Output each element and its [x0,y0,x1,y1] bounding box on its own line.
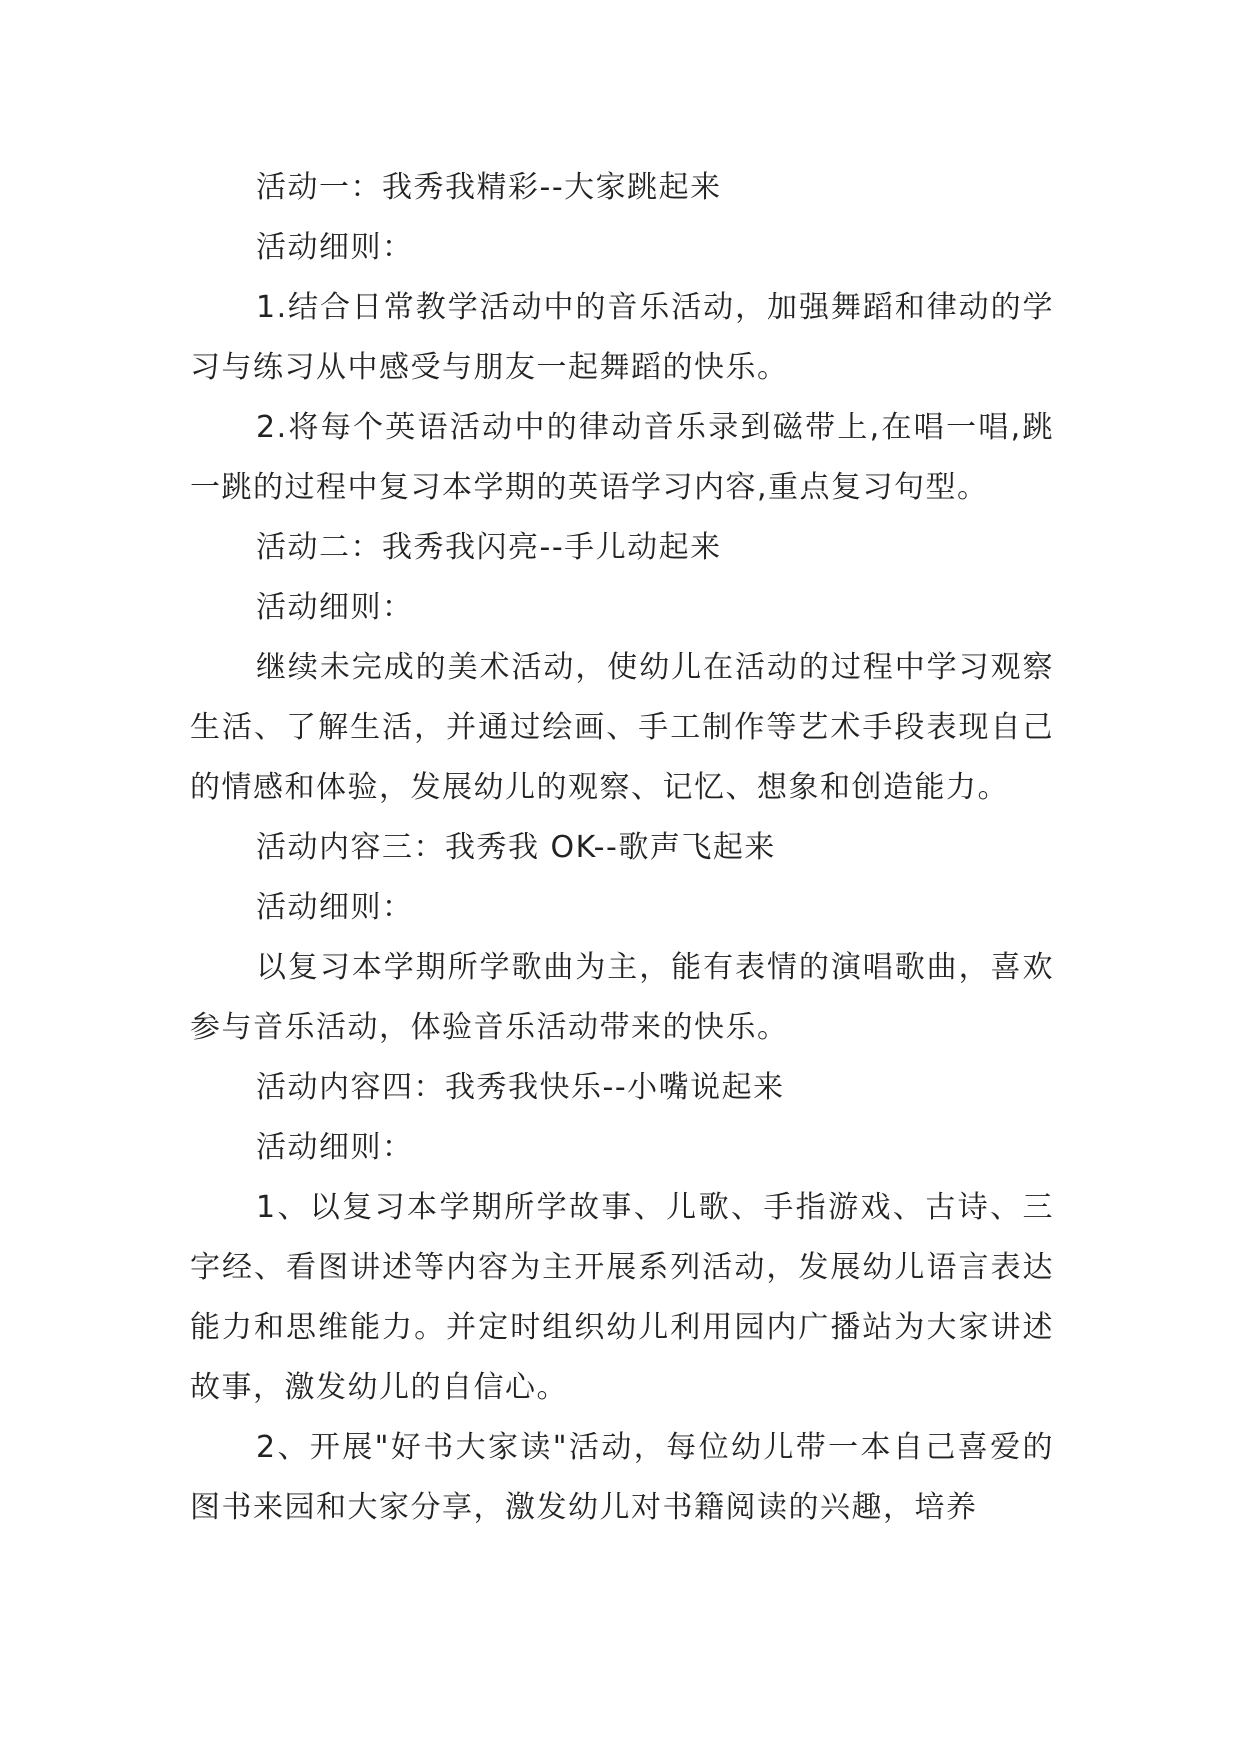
paragraph-activity-1-item-2: 2.将每个英语活动中的律动音乐录到磁带上,在唱一唱,跳一跳的过程中复习本学期的英语学习内容,重点复习句型。 [190,410,1054,505]
paragraph-activity-3-details: 以复习本学期所学歌曲为主，能有表情的演唱歌曲，喜欢参与音乐活动，体验音乐活动带来的快乐。 [190,950,1054,1045]
heading-activity-4: 活动内容四：我秀我快乐--小嘴说起来 [256,1070,785,1105]
label-activity-details: 活动细则： [256,230,414,265]
heading-activity-2: 活动二：我秀我闪亮--手儿动起来 [256,530,722,565]
heading-activity-1: 活动一：我秀我精彩--大家跳起来 [256,170,722,205]
label-activity-details: 活动细则： [256,1130,414,1165]
paragraph-activity-1-item-1: 1.结合日常教学活动中的音乐活动，加强舞蹈和律动的学习与练习从中感受与朋友一起舞蹈的快乐。 [190,290,1054,385]
label-activity-details: 活动细则： [256,890,414,925]
paragraph-activity-4-item-1: 1、以复习本学期所学故事、儿歌、手指游戏、古诗、三字经、看图讲述等内容为主开展系列活动，发展幼儿语言表达能力和思维能力。并定时组织幼儿利用园内广播站为大家讲述故事，激发幼儿的自信心。 [190,1190,1054,1405]
document-body [190,158,1054,1538]
label-activity-details: 活动细则： [256,590,414,625]
paragraph-activity-2-details: 继续未完成的美术活动，使幼儿在活动的过程中学习观察生活、了解生活，并通过绘画、手工制作等艺术手段表现自己的情感和体验，发展幼儿的观察、记忆、想象和创造能力。 [190,650,1054,805]
paragraph-activity-4-item-2: 2、开展"好书大家读"活动，每位幼儿带一本自己喜爱的图书来园和大家分享，激发幼儿对书籍阅读的兴趣，培养 [190,1430,1054,1525]
heading-activity-3: 活动内容三：我秀我 OK--歌声飞起来 [256,830,776,865]
